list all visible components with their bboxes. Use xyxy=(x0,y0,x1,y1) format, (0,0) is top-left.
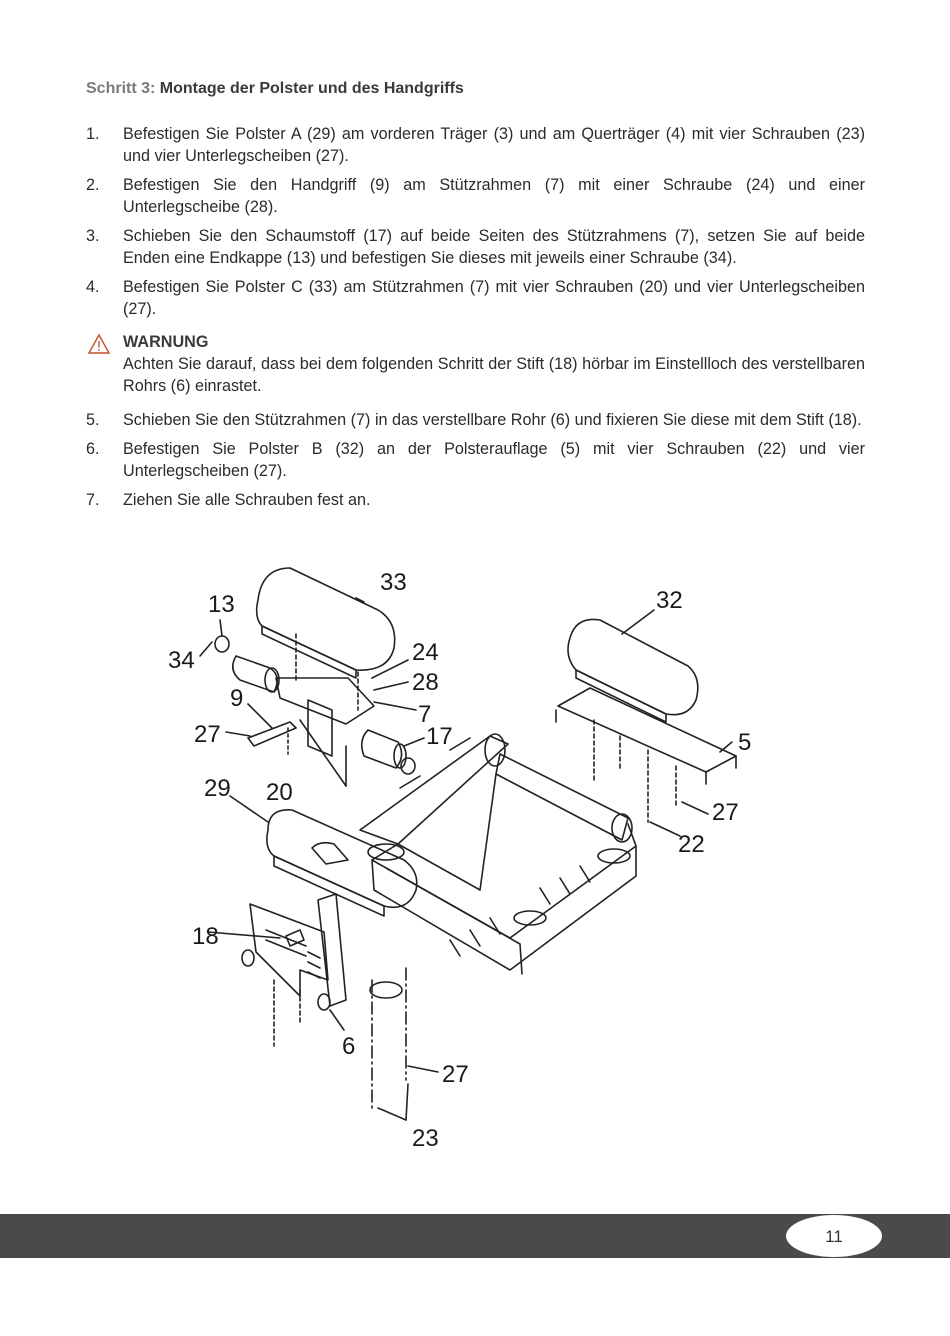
label-7: 7 xyxy=(418,701,432,728)
label-6: 6 xyxy=(342,1033,356,1060)
list-item-number: 6. xyxy=(86,440,100,458)
label-33: 33 xyxy=(380,569,407,596)
list-item-text: Befestigen Sie den Handgriff (9) am Stützrahmen (7) mit einer Schraube (24) und einer Unterlegscheibe (28). xyxy=(123,176,865,216)
warning-box xyxy=(86,331,865,397)
list-item xyxy=(86,276,865,320)
label-22: 22 xyxy=(678,831,705,858)
step-heading xyxy=(86,80,464,98)
support-frame-7 xyxy=(276,678,374,724)
list-item-number: 1. xyxy=(86,125,100,143)
instruction-list-part2 xyxy=(86,409,865,518)
label-27a: 27 xyxy=(194,721,221,748)
list-item-text: Schieben Sie den Stützrahmen (7) in das verstellbare Rohr (6) und fixieren Sie diese mit dem Stift (18). xyxy=(123,411,862,429)
label-24: 24 xyxy=(412,639,439,666)
step-number: Schritt 3: xyxy=(86,80,156,97)
label-5: 5 xyxy=(738,729,752,756)
list-item-number: 7. xyxy=(86,491,100,509)
label-18: 18 xyxy=(192,923,219,950)
pad-c-33 xyxy=(257,568,395,670)
list-item xyxy=(86,489,865,511)
step-title: Montage der Polster und des Handgriffs xyxy=(159,80,464,97)
label-29: 29 xyxy=(204,775,231,802)
label-20: 20 xyxy=(266,779,293,806)
pad-support-5 xyxy=(558,688,736,772)
list-item xyxy=(86,438,865,482)
label-17: 17 xyxy=(426,723,453,750)
list-item-number: 5. xyxy=(86,411,100,429)
list-item-text: Ziehen Sie alle Schrauben fest an. xyxy=(123,491,371,509)
pad-b-32 xyxy=(568,619,698,714)
list-item-number: 4. xyxy=(86,278,100,296)
list-item-text: Befestigen Sie Polster A (29) am vorderen Träger (3) und am Querträger (4) mit vier Schrauben (23) und vier Unterlegscheiben (27). xyxy=(123,125,865,165)
list-item-text: Befestigen Sie Polster C (33) am Stützrahmen (7) mit vier Schrauben (20) und vier Unterlegscheiben (27). xyxy=(123,278,865,318)
list-item xyxy=(86,123,865,167)
list-item-text: Befestigen Sie Polster B (32) an der Polsterauflage (5) mit vier Schrauben (22) und vier Unterlegscheiben (27). xyxy=(123,440,865,480)
label-28: 28 xyxy=(412,669,439,696)
label-9: 9 xyxy=(230,685,244,712)
assembly-diagram xyxy=(150,560,800,1160)
list-item xyxy=(86,225,865,269)
label-32: 32 xyxy=(656,587,683,614)
end-cap-13 xyxy=(215,636,229,652)
warning-triangle-icon xyxy=(88,333,110,355)
list-item xyxy=(86,409,865,431)
label-34: 34 xyxy=(168,647,195,674)
instruction-list-part1 xyxy=(86,123,865,327)
list-item xyxy=(86,174,865,218)
warning-title: WARNUNG xyxy=(123,333,209,351)
label-13: 13 xyxy=(208,591,235,618)
list-item-number: 3. xyxy=(86,227,100,245)
list-item-number: 2. xyxy=(86,176,100,194)
label-23: 23 xyxy=(412,1125,439,1152)
label-27c: 27 xyxy=(442,1061,469,1088)
page-number: 11 xyxy=(825,1227,843,1246)
warning-text: Achten Sie darauf, dass bei dem folgenden Schritt der Stift (18) hörbar im Einstellloch des verstellbaren Rohrs (6) einrastet. xyxy=(123,355,865,395)
part-labels xyxy=(168,569,751,1152)
label-27b: 27 xyxy=(712,799,739,826)
list-item-text: Schieben Sie den Schaumstoff (17) auf beide Seiten des Stützrahmens (7), setzen Sie auf beide Enden eine Endkappe (13) und befestigen Sie dieses mit jeweils einer Schraube (34). xyxy=(123,227,865,267)
adjustable-tube-6 xyxy=(318,894,346,1006)
